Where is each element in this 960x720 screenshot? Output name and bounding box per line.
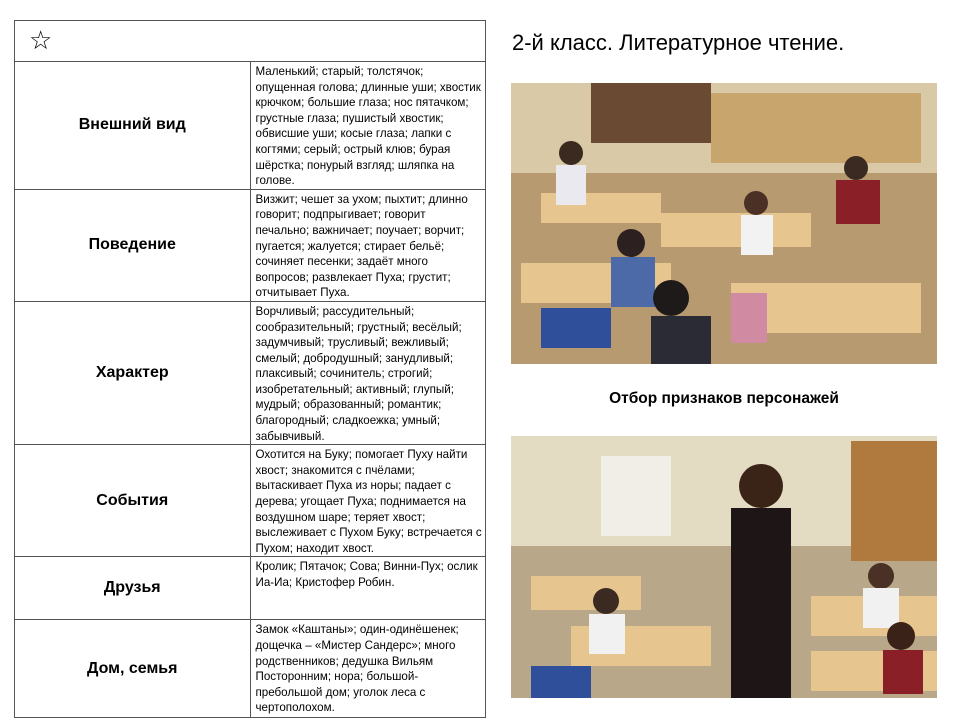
row-text: Охотится на Буку; помогает Пуху найти хвост; знакомится с пчёлами; вытаскивает Пуха из норы; падает с дерева; угощает Пуха; поднимается на воздушном шаре; теряет хвост; выслеживает с Пухом Буку; встречается с Пухом; находит хвост.	[250, 445, 486, 557]
classroom-photo-bottom	[511, 436, 937, 698]
row-label: Характер	[15, 301, 251, 444]
table-row	[15, 620, 486, 718]
classroom-photo-illustration	[511, 436, 937, 698]
row-text: Маленький; старый; толстячок; опущенная голова; длинные уши; хвостик крючком; большие глаза; нос пятачком; грустные глаза; пушистый хвостик; обвисшие уши; косые глаза; лапки с когтями; серый; острый клюв; бурая шёрстка; понурый взгляд; шляпка на голове.	[250, 62, 486, 190]
table-header-row	[15, 21, 486, 62]
row-text: Визжит; чешет за ухом; пыхтит; длинно говорит; подпрыгивает; говорит печально; важничает; поучает; ворчит; пугается; жалуется; стирает бельё; сочиняет песенки; задаёт много вопросов; развлекает Пуха; грустит; отчитывает Пуха.	[250, 189, 486, 301]
table-row	[15, 445, 486, 557]
row-label: Внешний вид	[15, 62, 251, 190]
table-row	[15, 62, 486, 190]
table-row	[15, 557, 486, 620]
characteristics-table	[14, 20, 486, 718]
row-label: Друзья	[15, 557, 251, 620]
classroom-photo-illustration	[511, 83, 937, 364]
photo-caption: Отбор признаков персонажей	[609, 390, 839, 407]
star-icon: ☆	[29, 26, 53, 56]
slide-title: 2-й класс. Литературное чтение.	[512, 30, 845, 55]
table-row	[15, 301, 486, 444]
row-text: Ворчливый; рассудительный; сообразительный; грустный; весёлый; задумчивый; трусливый; вежливый; смелый; добродушный; занудливый; плаксивый; сочинитель; строгий; изобретательный; активный; глупый; мудрый; образованный; романтик; благородный; сладкоежка; умный; забывчивый.	[250, 301, 486, 444]
table-header-cell	[15, 21, 486, 62]
row-text: Кролик; Пятачок; Сова; Винни-Пух; ослик Иа-Иа; Кристофер Робин.	[250, 557, 486, 620]
row-label: События	[15, 445, 251, 557]
row-text: Замок «Каштаны»; один-одинёшенек; дощечка – «Мистер Сандерс»; много родственников; дедушка Вильям Посторонним; нора; большой-пребольшой дом; уголок леса с чертополохом.	[250, 620, 486, 718]
table-row	[15, 189, 486, 301]
row-label: Поведение	[15, 189, 251, 301]
row-label: Дом, семья	[15, 620, 251, 718]
classroom-photo-top	[511, 83, 937, 364]
